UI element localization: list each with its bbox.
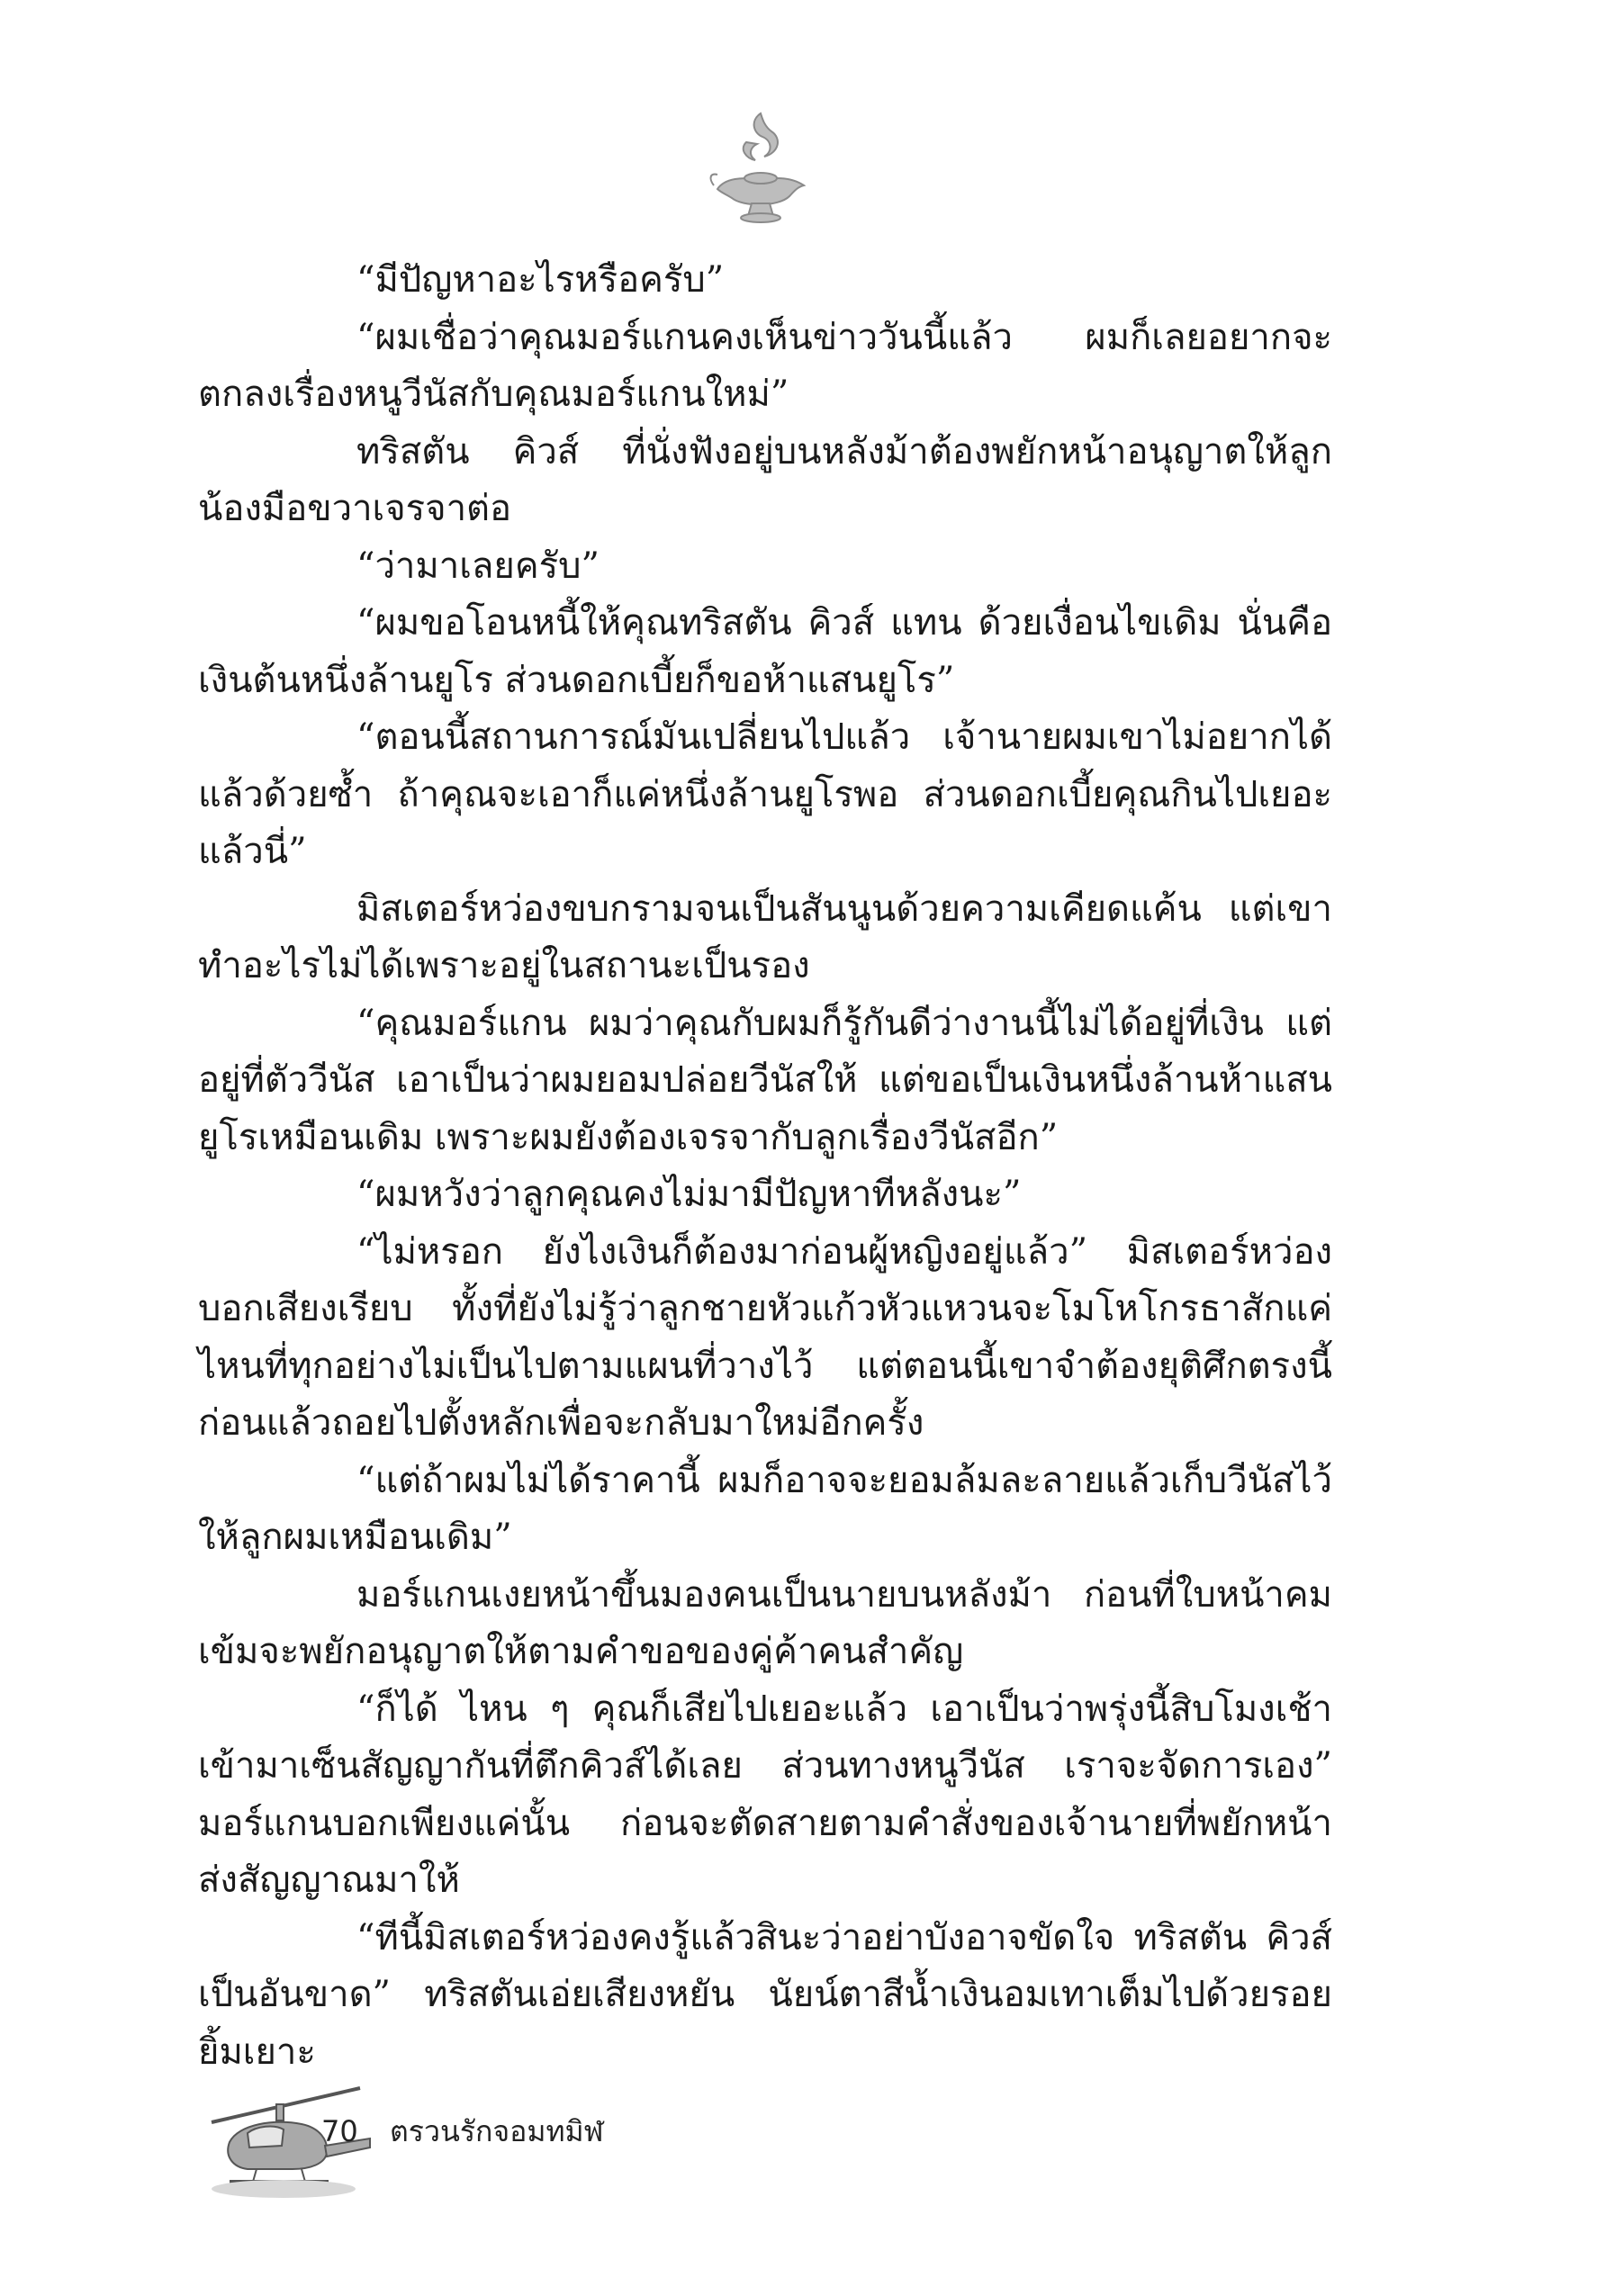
paragraph: “ก็ได้ ไหน ๆ คุณก็เสียไปเยอะแล้ว เอาเป็นว่าพรุ่งนี้สิบโมงเช้าเข้ามาเซ็นสัญญากันที่ตึกคิวส์ได้เลย ส่วนทางหนูวีนัส เราจะจัดการเอง” มอร์แกนบอกเพียงแค่นั้น ก่อนจะตัดสายตามคำสั่งของเจ้านายที่พยักหน้าส่งสัญญาณมาให้	[198, 1688, 1332, 1901]
paragraph: ทริสตัน คิวส์ ที่นั่งฟังอยู่บนหลังม้าต้องพยักหน้าอนุญาตให้ลูกน้องมือขวาเจรจาต่อ	[198, 430, 1332, 529]
paragraph: “ผมเชื่อว่าคุณมอร์แกนคงเห็นข่าววันนี้แล้ว ผมก็เลยอยากจะตกลงเรื่องหนูวีนัสกับคุณมอร์แกนใหม่”	[198, 316, 1332, 415]
paragraph: “ว่ามาเลยครับ”	[356, 545, 600, 587]
paragraph: มอร์แกนเงยหน้าขึ้นมองคนเป็นนายบนหลังม้า ก่อนที่ใบหน้าคมเข้มจะพยักอนุญาตให้ตามคำขอของคู่ค้าคนสำคัญ	[198, 1573, 1332, 1672]
paragraph: “ไม่หรอก ยังไงเงินก็ต้องมาก่อนผู้หญิงอยู่แล้ว” มิสเตอร์หว่องบอกเสียงเรียบ ทั้งที่ยังไม่รู้ว่าลูกชายหัวแก้วหัวแหวนจะโมโหโกรธาสักแค่ไหนที่ทุกอย่างไม่เป็นไปตามแผนที่วางไว้ แต่ตอนนี้เขาจำต้องยุติศึกตรงนี้ก่อนแล้วถอยไปตั้งหลักเพื่อจะกลับมาใหม่อีกครั้ง	[198, 1230, 1332, 1444]
paragraph: “คุณมอร์แกน ผมว่าคุณกับผมก็รู้กันดีว่างานนี้ไม่ได้อยู่ที่เงิน แต่อยู่ที่ตัววีนัส เอาเป็นว่าผมยอมปล่อยวีนัสให้ แต่ขอเป็นเงินหนึ่งล้านห้าแสนยูโรเหมือนเดิม เพราะผมยังต้องเจรจากับลูกเรื่องวีนัสอีก”	[198, 1002, 1332, 1158]
paragraph: มิสเตอร์หว่องขบกรามจนเป็นสันนูนด้วยความเคียดแค้น แต่เขาทำอะไรไม่ได้เพราะอยู่ในสถานะเป็นรอง	[198, 887, 1332, 986]
paragraph: “ตอนนี้สถานการณ์มันเปลี่ยนไปแล้ว เจ้านายผมเขาไม่อยากได้แล้วด้วยซ้ำ ถ้าคุณจะเอาก็แค่หนึ่งล้านยูโรพอ ส่วนดอกเบี้ยคุณกินไปเยอะแล้วนี่”	[198, 716, 1332, 872]
genie-lamp-icon	[707, 106, 815, 232]
page-footer	[194, 2070, 824, 2205]
paragraph: “ผมหวังว่าลูกคุณคงไม่มามีปัญหาทีหลังนะ”	[356, 1174, 1022, 1215]
paragraph: “มีปัญหาอะไรหรือครับ”	[356, 259, 725, 301]
paragraph: “ทีนี้มิสเตอร์หว่องคงรู้แล้วสินะว่าอย่าบังอาจขัดใจ ทริสตัน คิวส์ เป็นอันขาด” ทริสตันเอ่ยเสียงหยัน นัยน์ตาสีน้ำเงินอมเทาเต็มไปด้วยรอยยิ้มเยาะ	[198, 1916, 1332, 2073]
story-text	[198, 252, 1332, 2081]
book-title: ตรวนรักจอมทมิฬ	[390, 2114, 604, 2148]
paragraph: “ผมขอโอนหนี้ให้คุณทริสตัน คิวส์ แทน ด้วยเงื่อนไขเดิม นั่นคือเงินต้นหนึ่งล้านยูโร ส่วนดอกเบี้ยก็ขอห้าแสนยูโร”	[198, 602, 1332, 701]
page-number: 70	[321, 2114, 358, 2148]
paragraph: “แต่ถ้าผมไม่ได้ราคานี้ ผมก็อาจจะยอมล้มละลายแล้วเก็บวีนัสไว้ให้ลูกผมเหมือนเดิม”	[198, 1459, 1332, 1558]
